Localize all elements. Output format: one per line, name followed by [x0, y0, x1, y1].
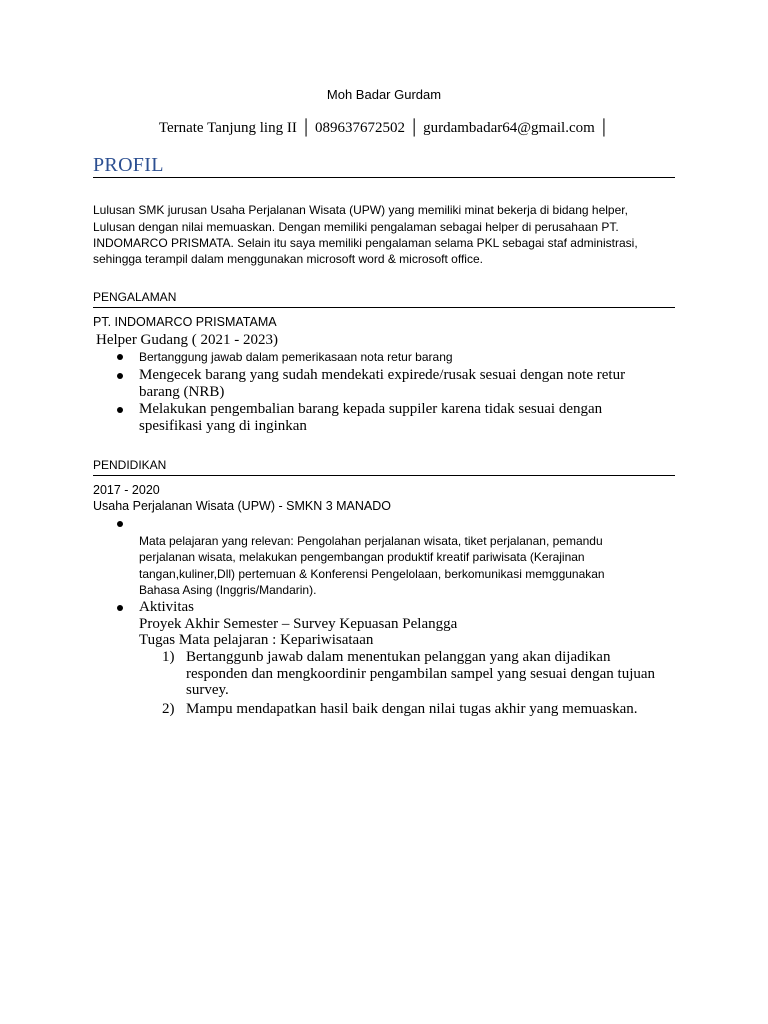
bullet-dot [117, 407, 123, 413]
mapel-line-1: Mata pelajaran yang relevan: Pengolahan perjalanan wisata, tiket perjalanan, pemandu [139, 534, 603, 548]
bullet-dot [117, 521, 123, 527]
bullet-dot [117, 354, 123, 360]
profil-line-1: Lulusan SMK jurusan Usaha Perjalanan Wisata (UPW) yang memiliki minat bekerja di bidang helper, [93, 203, 628, 217]
tugas-line: Tugas Mata pelajaran : Kepariwisataan [139, 632, 374, 648]
company-name: PT. INDOMARCO PRISMATAMA [93, 315, 277, 329]
profil-line-3: INDOMARCO PRISMATA. Selain itu saya memiliki pengalaman selama PKL sebagai staf administrasi, [93, 236, 638, 250]
numbered-item-1-line-2: responden dan mengkoordinir pengambilan sampel yang sesuai dengan tujuan [186, 666, 656, 682]
job-bullet-1: Bertanggung jawab dalam pemerikasaan nota retur barang [139, 350, 453, 364]
profil-title: PROFIL [93, 154, 164, 176]
mapel-line-4: Bahasa Asing (Inggris/Mandarin). [139, 583, 317, 597]
bullet-dot [117, 605, 123, 611]
numbered-item-2-number: 2) [162, 701, 175, 717]
numbered-item-1-line-3: survey. [186, 682, 229, 698]
profil-line-2: Lulusan dengan nilai memuaskan. Dengan memiliki pengalaman sebagai helper di perusahaan PT. [93, 220, 619, 234]
mapel-line-2: perjalanan wisata, melakukan pengembangan produktif kreatif pariwisata (Kerajinan [139, 550, 585, 564]
contact-line: Ternate Tanjung ling II │ 08963767250‌2 │ gurdambadar64@gmail.com │ [158, 120, 610, 136]
job-bullet-3: Melakukan pengembalian barang kepada suppiler karena tidak sesuai dengan [139, 401, 603, 417]
education-years: 2017 - 2020 [93, 483, 160, 497]
resume-name: Moh Badar Gurdam [326, 87, 442, 102]
job-bullet-3-cont: spesifikasi yang di inginkan [139, 418, 307, 434]
mapel-line-3: tangan,kuliner,Dll) pertemuan & Konferensi Pengelolaan, berkomunikasi memggunakan [139, 567, 605, 581]
numbered-item-2-line-1: Mampu mendapatkan hasil baik dengan nilai tugas akhir yang memuaskan. [186, 701, 638, 717]
aktivitas-label: Aktivitas [139, 599, 194, 615]
education-school: Usaha Perjalanan Wisata (UPW) - SMKN 3 MANADO [93, 499, 391, 513]
profil-divider [93, 177, 675, 178]
profil-line-4: sehingga terampil dalam menggunakan microsoft word & microsoft office. [93, 252, 483, 266]
pengalaman-divider [93, 307, 675, 308]
job-bullet-2-cont: barang (NRB) [139, 384, 225, 400]
job-bullet-2: Mengecek barang yang sudah mendekati expirede/rusak sesuai dengan note retur [139, 367, 626, 383]
bullet-dot [117, 373, 123, 379]
numbered-item-1-number: 1) [162, 649, 175, 665]
pendidikan-divider [93, 475, 675, 476]
pengalaman-title: PENGALAMAN [93, 290, 177, 304]
job-role: Helper Gudang ( 2021 - 2023) [96, 332, 279, 348]
pendidikan-title: PENDIDIKAN [93, 458, 167, 472]
proyek-line: Proyek Akhir Semester – Survey Kepuasan Pelangga [139, 616, 458, 632]
numbered-item-1-line-1: Bertanggunb jawab dalam menentukan pelanggan yang akan dijadikan [186, 649, 611, 665]
